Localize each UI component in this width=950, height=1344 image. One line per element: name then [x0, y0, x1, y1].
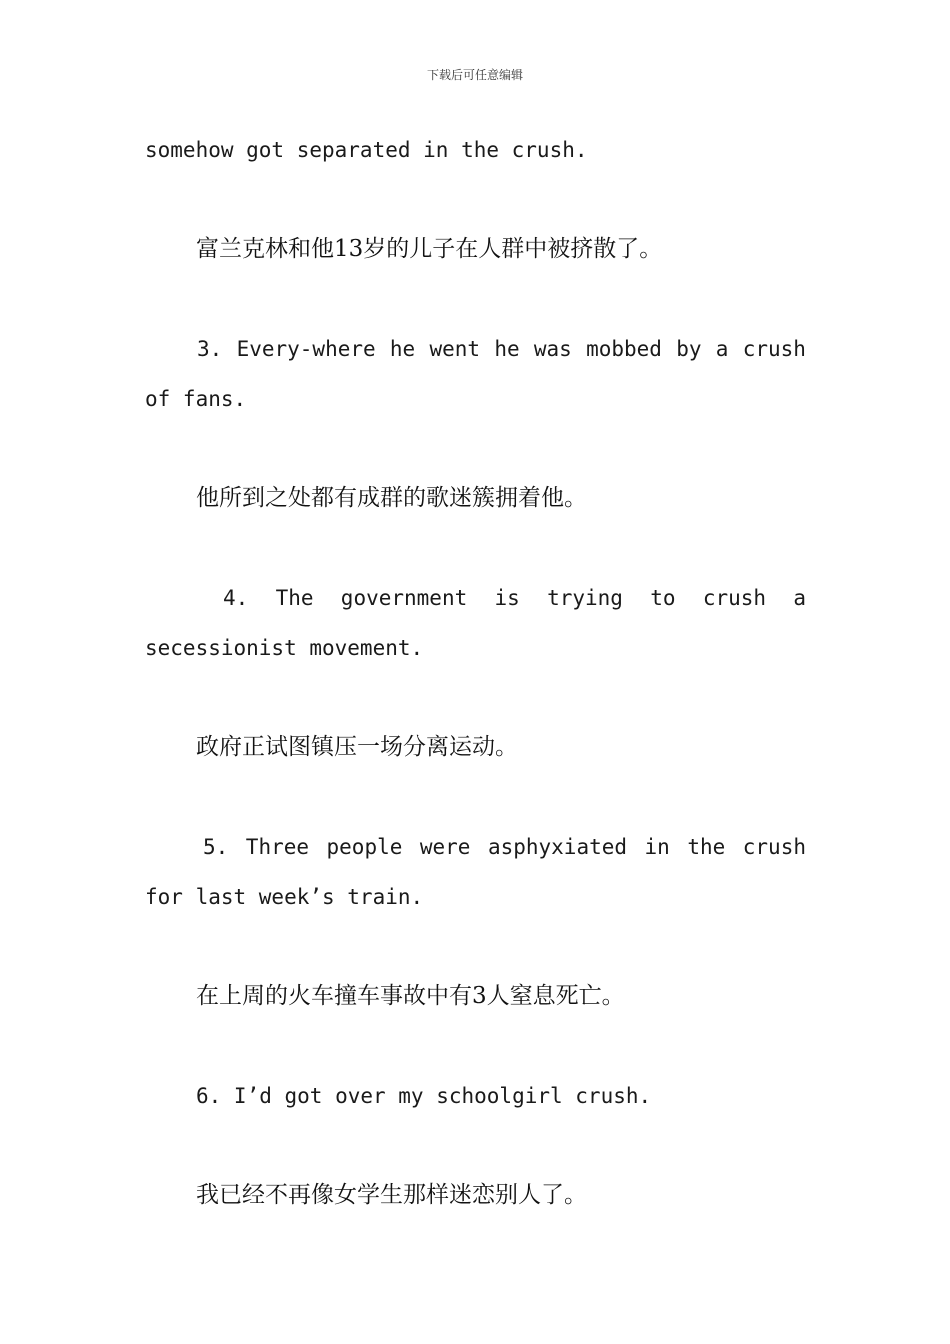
word: crush — [702, 586, 767, 610]
word: was — [533, 337, 572, 361]
word: people — [326, 835, 403, 859]
sentence-6: 6. I’d got over my schoolgirl crush. — [196, 1084, 652, 1108]
word: 4. — [223, 586, 249, 610]
word: the — [687, 835, 726, 859]
word: a — [793, 586, 806, 610]
sentence-4-continuation: secessionist movement. — [145, 636, 424, 660]
sentence-4-translation: 政府正试图镇压一场分离运动。 — [196, 734, 518, 760]
word: crush — [742, 835, 806, 859]
sentence-5-first-line — [145, 833, 806, 861]
word: were — [419, 835, 471, 859]
sentence-2-translation: 富兰克林和他13岁的儿子在人群中被挤散了。 — [196, 236, 663, 262]
word: 3. — [197, 337, 223, 361]
word: Every-where — [236, 337, 376, 361]
word: in — [644, 835, 670, 859]
sentence-3-continuation: of fans. — [145, 387, 247, 411]
word: 5. — [203, 835, 229, 859]
sentence-6-translation: 我已经不再像女学生那样迷恋别人了。 — [196, 1182, 587, 1208]
word: by — [676, 337, 702, 361]
word: trying — [547, 586, 623, 610]
word: a — [715, 337, 729, 361]
word: he — [389, 337, 416, 361]
word: he — [494, 337, 520, 361]
word: government — [340, 586, 468, 610]
sentence-3-translation: 他所到之处都有成群的歌迷簇拥着他。 — [196, 485, 587, 511]
word: is — [494, 586, 520, 610]
sentence-3-first-line — [145, 335, 806, 363]
word: The — [275, 586, 314, 610]
sentence-2-continuation: somehow got separated in the crush. — [145, 138, 588, 162]
sentence-5-continuation: for last week’s train. — [145, 885, 424, 909]
word: crush — [742, 337, 806, 361]
page-header: 下载后可任意编辑 — [426, 68, 523, 82]
sentence-4-first-line — [145, 584, 806, 612]
word: went — [429, 337, 481, 361]
word: asphyxiated — [487, 835, 628, 859]
word: mobbed — [586, 337, 662, 361]
word: to — [650, 586, 676, 610]
word: Three — [245, 835, 310, 859]
sentence-5-translation: 在上周的火车撞车事故中有3人窒息死亡。 — [196, 983, 625, 1009]
